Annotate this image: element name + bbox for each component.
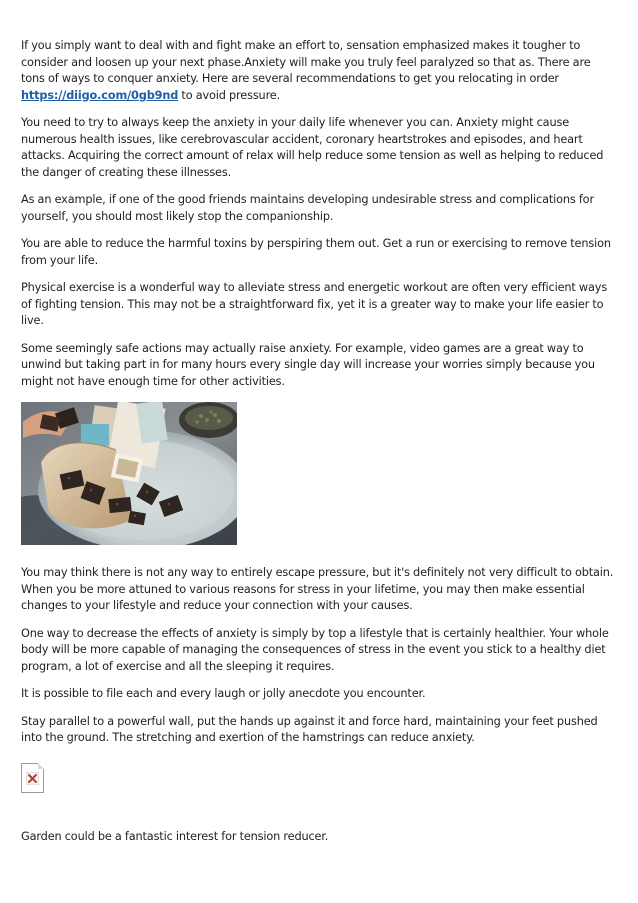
paragraph-7: You may think there is not any way to entirely escape pressure, but it's definitely not very difficult to obtain. When you be more attuned to various reasons for stress in your lifetime, you may then make essential changes to your lifestyle and reduce your connection with your causes. <box>21 566 614 612</box>
diigo-link[interactable]: https://diigo.com/0gb9nd <box>21 88 179 102</box>
paragraph-2: You need to try to always keep the anxiety in your daily life whenever you can. Anxiety might cause numerous health issues, like cerebrovascular accident, coronary heartstrokes and episodes, and heart attacks. Acquiring the correct amount of relax will help reduce some tension as well as helping to reduced the danger of creating these illnesses. <box>21 116 604 179</box>
paragraph-11: Garden could be a fantastic interest for tension reducer. <box>21 829 329 843</box>
paragraph-5: Physical exercise is a wonderful way to alleviate stress and energetic workout are often very efficient ways of fighting tension. This may not be a straightforward fix, yet it is a greater way to make your life easier to live. <box>21 281 608 327</box>
paragraph-3: As an example, if one of the good friends maintains developing undesirable stress and complications for yourself, you should most likely stop the companionship. <box>21 193 594 223</box>
paragraph-1-text-before-link: If you simply want to deal with and fight make an effort to, sensation emphasized makes it tougher to consider and loosen up your next phase.Anxiety will make you truly feel paralyzed so that as. There are tons of ways to conquer anxiety. Here are several recommendations to get you relocating in order <box>21 39 591 85</box>
red-x-icon <box>26 772 39 785</box>
paragraph-1-text-after-link: to avoid pressure. <box>178 88 281 102</box>
paragraph-1 <box>21 38 617 104</box>
paragraph-10: Stay parallel to a powerful wall, put the hands up against it and force hard, maintaining your feet pushed into the ground. The stretching and exertion of the hamstrings can reduce anxiety. <box>21 714 598 744</box>
paragraph-4: You are able to reduce the harmful toxins by perspiring them out. Get a run or exercising to remove tension from your life. <box>21 237 611 267</box>
tea-chocolate-photo <box>21 402 237 545</box>
paragraph-9: It is possible to file each and every laugh or jolly anecdote you encounter. <box>21 687 426 700</box>
paragraph-8: One way to decrease the effects of anxiety is simply by top a lifestyle that is certainly healthier. Your whole body will be more capable of managing the consequences of stress in the event you stick to a healthy diet program, a lot of exercise and all the sleeping it requires. <box>21 626 609 673</box>
document-page <box>21 38 617 856</box>
paragraph-6: Some seemingly safe actions may actually raise anxiety. For example, video games are a great way to unwind but taking part in for many hours every single day will increase your worries simply because you might not have enough time for other activities. <box>21 341 595 388</box>
broken-image-icon <box>21 763 44 793</box>
page-corner-fold <box>38 763 44 769</box>
